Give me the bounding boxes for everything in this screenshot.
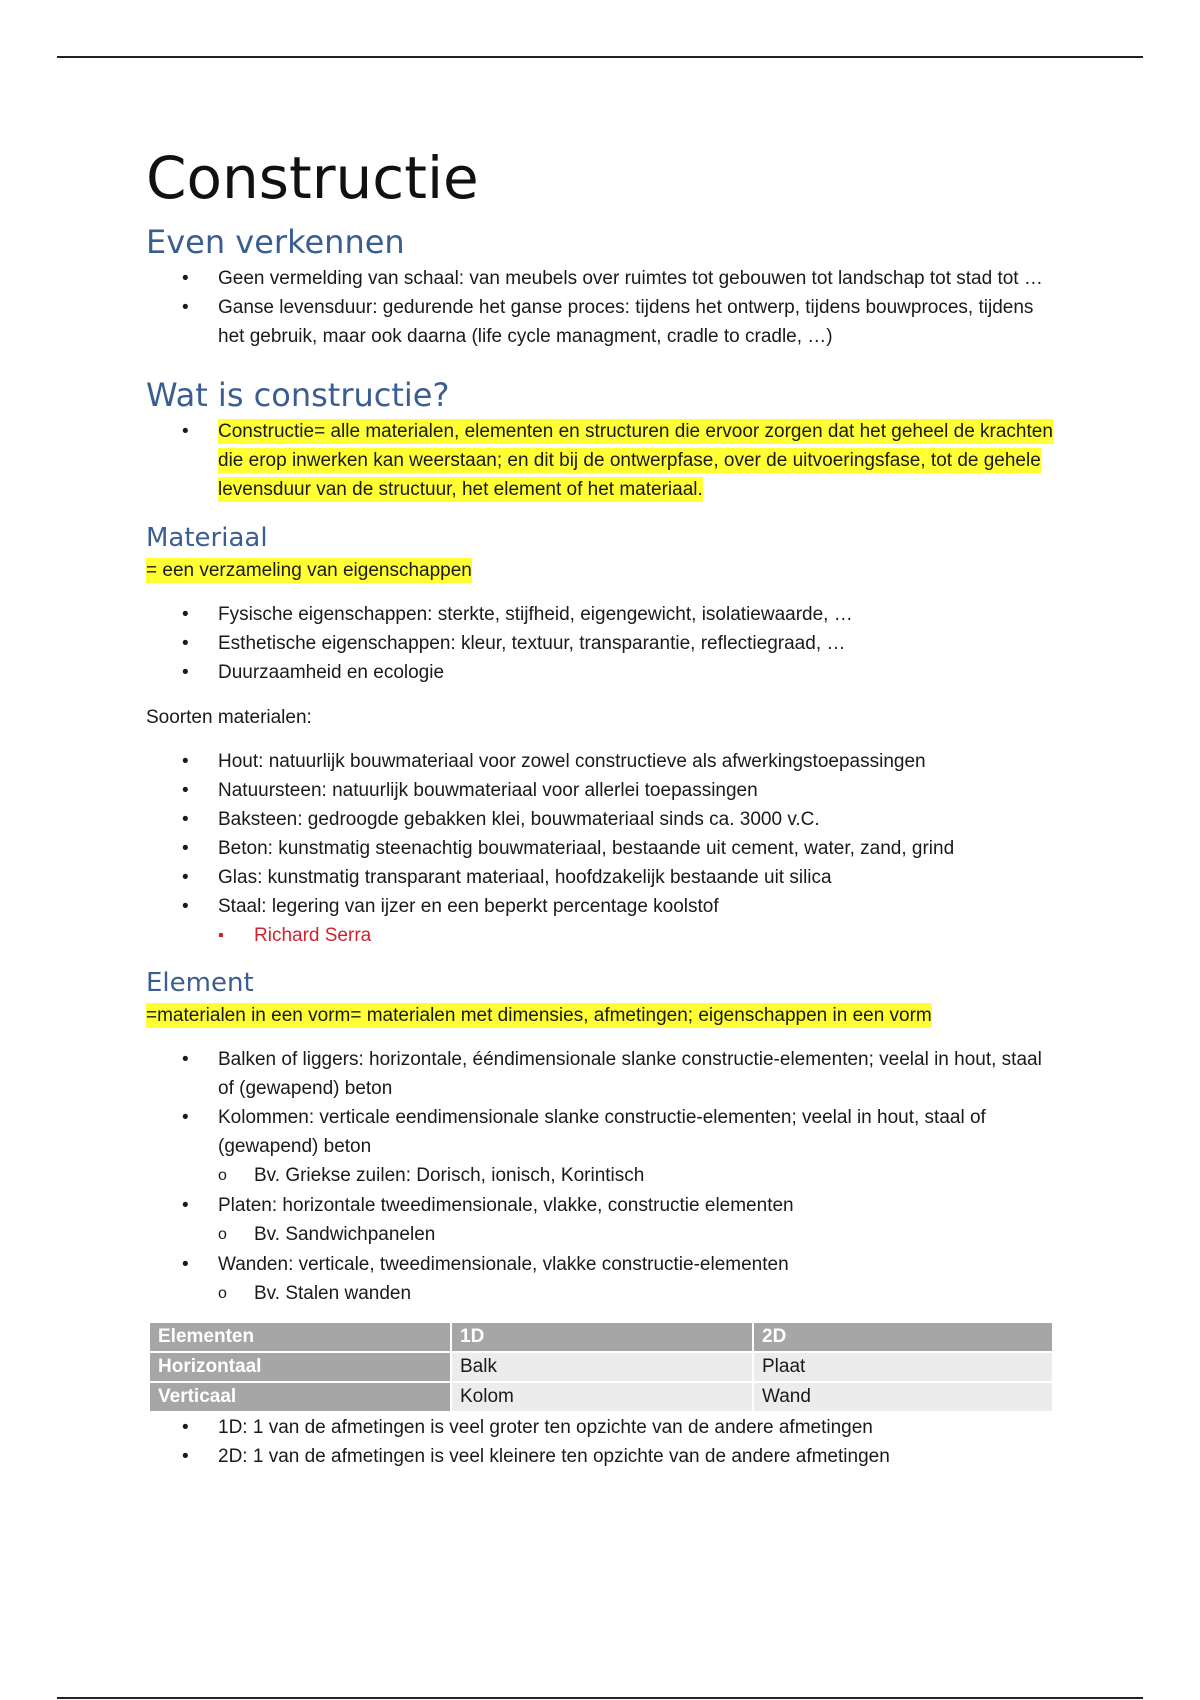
document-body: [146, 138, 1056, 1471]
list-item: • Esthetische eigenschappen: kleur, textuur, transparantie, reflectiegraad, …: [218, 629, 1056, 658]
list-item: [218, 1103, 1056, 1191]
staal-sublist: [254, 921, 1056, 951]
list-item: • Hout: natuurlijk bouwmateriaal voor zowel constructieve als afwerkingstoepassingen: [218, 747, 1056, 776]
list-item: [218, 892, 1056, 951]
list-item: • Duurzaamheid en ecologie: [218, 658, 1056, 687]
verkennen-list: [218, 264, 1056, 351]
table-cell: Wand: [753, 1382, 1053, 1412]
list-item: • Glas: kunstmatig transparant materiaal, hoofdzakelijk bestaande uit silica: [218, 863, 1056, 892]
table-cell: Kolom: [451, 1382, 753, 1412]
list-item: • Natuursteen: natuurlijk bouwmateriaal voor allerlei toepassingen: [218, 776, 1056, 805]
page-title: Constructie: [146, 144, 479, 212]
table-cell: Balk: [451, 1352, 753, 1382]
sublist-item: o Bv. Sandwichpanelen: [254, 1220, 1056, 1250]
element-definition: [146, 1001, 1056, 1030]
table-header-cell: Elementen: [149, 1322, 451, 1352]
table-header-row: [149, 1322, 1053, 1352]
list-item-text: Platen: horizontale tweedimensionale, vlakke, constructie elementen: [218, 1195, 794, 1216]
kolommen-sublist: [254, 1161, 1056, 1191]
list-item-text: Staal: legering van ijzer en een beperkt percentage koolstof: [218, 896, 719, 917]
wanden-sublist: [254, 1279, 1056, 1309]
list-item: • 2D: 1 van de afmetingen is veel kleinere ten opzichte van de andere afmetingen: [218, 1442, 1056, 1471]
table-header-cell: 2D: [753, 1322, 1053, 1352]
platen-sublist: [254, 1220, 1056, 1250]
soorten-label: Soorten materialen:: [146, 707, 312, 728]
list-item: • Baksteen: gedroogde gebakken klei, bouwmateriaal sinds ca. 3000 v.C.: [218, 805, 1056, 834]
heading-wat-is-constructie: Wat is constructie?: [146, 376, 450, 414]
bottom-rule: [57, 1697, 1143, 1699]
element-definition-highlight: =materialen in een vorm= materialen met dimensies, afmetingen; eigenschappen in een vorm: [146, 1005, 932, 1026]
heading-element: Element: [146, 968, 254, 998]
list-item: [218, 1191, 1056, 1250]
definition-highlight: Constructie= alle materialen, elementen en structuren die ervoor zorgen dat het geheel de krachten die erop inwerken kan weerstaan; en dit bij de ontwerpfase, over de uitvoeringsfase, tot de gehele levensduur van de structuur, het element of het materiaal.: [218, 421, 1053, 500]
dimension-notes: [218, 1413, 1056, 1471]
element-list: [218, 1045, 1056, 1309]
table-row: [149, 1382, 1053, 1412]
sublist-item: ▪ Richard Serra: [254, 921, 1056, 951]
table-row-header: Horizontaal: [149, 1352, 451, 1382]
heading-materiaal: Materiaal: [146, 523, 268, 553]
soorten-list: [218, 747, 1056, 951]
list-item: • Ganse levensduur: gedurende het ganse proces: tijdens het ontwerp, tijdens bouwproces, tijdens het gebruik, maar ook daarna (life cycle managment, cradle to cradle, …): [218, 293, 1056, 351]
list-item: [218, 1250, 1056, 1309]
definition-item: [218, 417, 1056, 504]
list-item: • Geen vermelding van schaal: van meubels over ruimtes tot gebouwen tot landschap tot stad tot …: [218, 264, 1056, 293]
table-row: [149, 1352, 1053, 1382]
top-rule: [57, 56, 1143, 58]
table-cell: Plaat: [753, 1352, 1053, 1382]
wat-list: [218, 417, 1056, 504]
sublist-item: o Bv. Stalen wanden: [254, 1279, 1056, 1309]
list-item-text: Wanden: verticale, tweedimensionale, vlakke constructie-elementen: [218, 1254, 789, 1275]
sublist-item: o Bv. Griekse zuilen: Dorisch, ionisch, Korintisch: [254, 1161, 1056, 1191]
list-item: • Fysische eigenschappen: sterkte, stijfheid, eigengewicht, isolatiewaarde, …: [218, 600, 1056, 629]
table-header-cell: 1D: [451, 1322, 753, 1352]
heading-even-verkennen: Even verkennen: [146, 223, 405, 261]
materiaal-list: [218, 600, 1056, 687]
list-item-text: Kolommen: verticale eendimensionale slanke constructie-elementen; veelal in hout, staal of (gewapend) beton: [218, 1107, 986, 1157]
list-item: • Beton: kunstmatig steenachtig bouwmateriaal, bestaande uit cement, water, zand, grind: [218, 834, 1056, 863]
elements-table: [148, 1321, 1054, 1413]
list-item: • 1D: 1 van de afmetingen is veel groter ten opzichte van de andere afmetingen: [218, 1413, 1056, 1442]
table-row-header: Verticaal: [149, 1382, 451, 1412]
materiaal-definition: [146, 556, 1056, 585]
materiaal-definition-highlight: = een verzameling van eigenschappen: [146, 560, 472, 581]
list-item: • Balken of liggers: horizontale, ééndimensionale slanke constructie-elementen; veelal in hout, staal of (gewapend) beton: [218, 1045, 1056, 1103]
